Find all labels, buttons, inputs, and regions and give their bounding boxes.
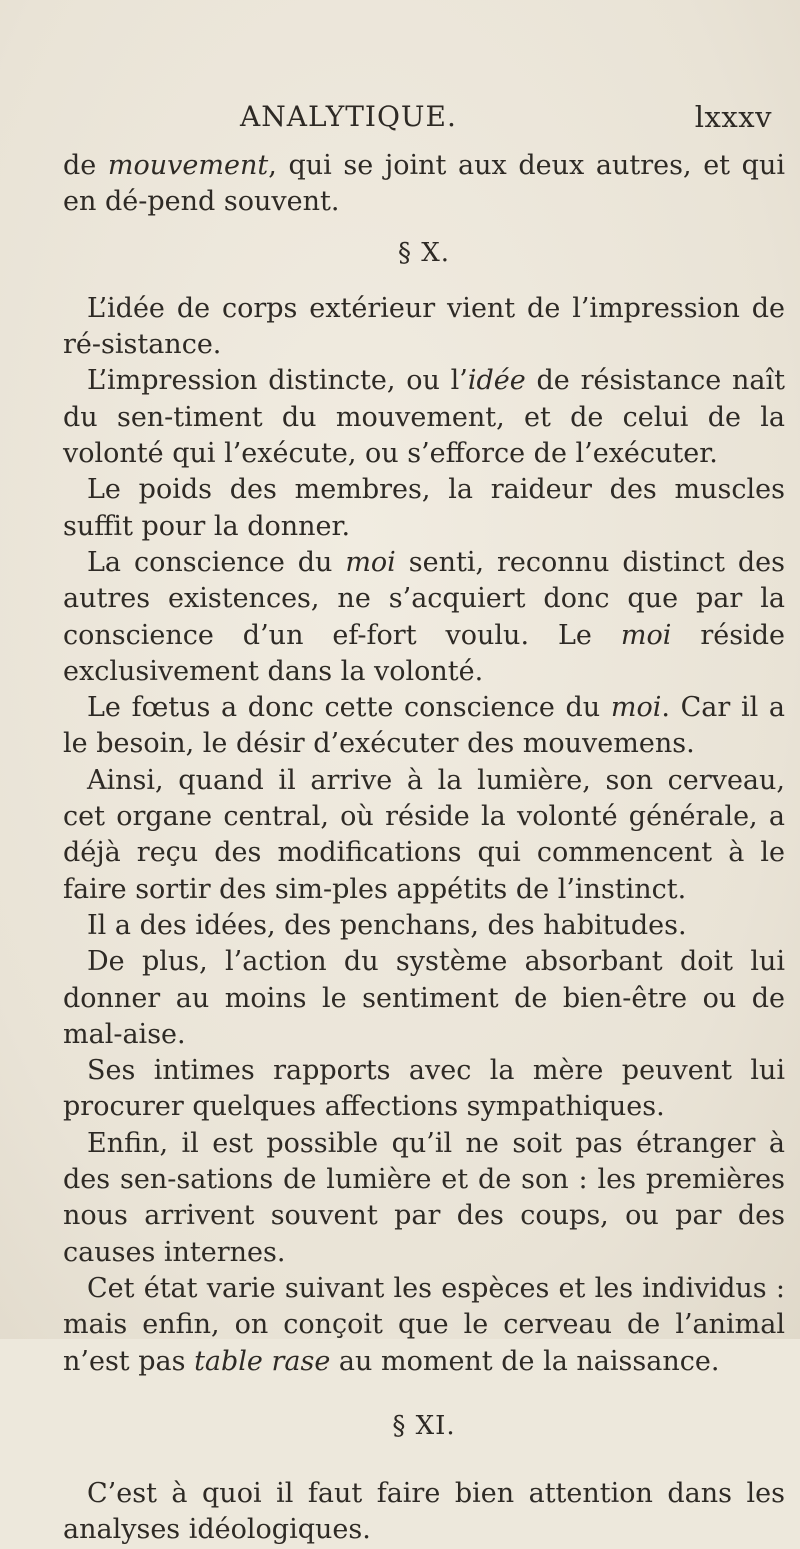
- section-heading-x: § X.: [397, 237, 451, 268]
- paragraph: C’est à quoi il faut faire bien attention dans les analyses idéologiques.: [63, 1478, 785, 1546]
- paragraph: Le fœtus a donc cette conscience du moi. Car il a le besoin, le désir d’exécuter des mouvemens.: [63, 692, 785, 760]
- paragraph: De plus, l’action du système absorbant doit lui donner au moins le sentiment de bien-être ou de mal-aise.: [63, 946, 785, 1050]
- paragraph: Enfin, il est possible qu’il ne soit pas étranger à des sen-sations de lumière et de son : les premières nous arrivent souvent par des coups, ou par des causes internes.: [63, 1127, 785, 1268]
- page-number: lxxxv: [694, 100, 772, 134]
- paragraph: Le poids des membres, la raideur des muscles suffit pour la donner.: [63, 474, 785, 542]
- paragraph: La conscience du moi senti, reconnu distinct des autres existences, ne s’acquiert donc que par la conscience d’un ef-fort voulu. Le moi réside exclusivement dans la volonté.: [63, 546, 785, 687]
- paragraph: de mouvement, qui se joint aux deux autres, et qui en dé-pend souvent.: [63, 150, 785, 218]
- paragraph: L’idée de corps extérieur vient de l’impression de ré-sistance.: [63, 292, 785, 361]
- paragraph: L’impression distincte, ou l’idée de résistance naît du sen-timent du mouvement, et de celui de la volonté qui l’exécute, ou s’efforce de l’exécuter.: [63, 365, 785, 470]
- section-heading-xi: § XI.: [392, 1410, 456, 1441]
- page-header: [240, 100, 772, 140]
- paragraph: Ainsi, quand il arrive à la lumière, son cerveau, cet organe central, où réside la volonté générale, a déjà reçu des modifications qui commencent à le faire sortir des sim-ples appétits de l’instinct.: [63, 764, 785, 905]
- paragraph: Ses intimes rapports avec la mère peuvent lui procurer quelques affections sympathiques.: [63, 1055, 785, 1123]
- running-title: ANALYTIQUE.: [240, 100, 457, 133]
- paragraph: Il a des idées, des penchans, des habitudes.: [87, 909, 687, 941]
- paragraph: Cet état varie suivant les espèces et les individus : mais enfin, on conçoit que le cerveau de l’animal n’est pas table rase au moment de la naissance.: [63, 1272, 785, 1377]
